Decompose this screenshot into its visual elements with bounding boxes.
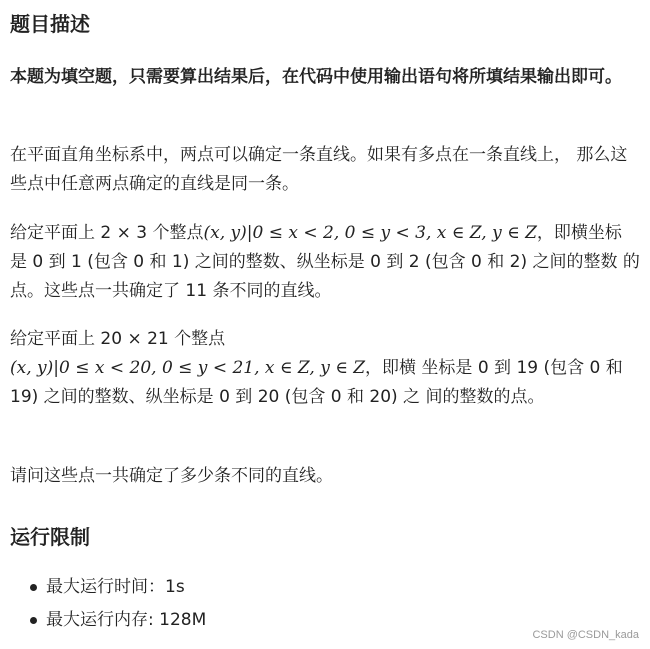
section-title-limits: 运行限制 [10, 525, 90, 549]
limits-list [10, 571, 206, 637]
bullet-dot-icon [30, 617, 37, 624]
example-2x3-suffix: ，即横坐标 是 0 到 1 (包含 0 和 1) 之间的整数、纵坐标是 0 到 2 (包含 0 和 2) 之间的整数 的点。这些点一共确定了 11 条不同的直线。 [10, 223, 640, 301]
limit-memory: 最大运行内存: 128M [46, 610, 207, 630]
limit-time: 最大运行时间：1s [46, 577, 185, 597]
task-20x21-set-notation: (x, y)|0 ≤ x < 20, 0 ≤ y < 21, x ∈ Z, y ∈ Z [10, 358, 366, 378]
watermark: CSDN @CSDN_kada [532, 629, 639, 641]
task-20x21-suffix: ，即横 坐标是 0 到 19 (包含 0 和 19) 之间的整数、纵坐标是 0 到 20 (包含 0 和 20) 之 间的整数的点。 [10, 358, 623, 407]
paragraph-question: 请问这些点一共确定了多少条不同的直线。 [10, 466, 333, 486]
list-item [10, 571, 206, 604]
paragraph-example-2x3 [10, 219, 640, 306]
list-item [10, 604, 206, 637]
task-20x21-prefix: 给定平面上 20 × 21 个整点 [10, 329, 226, 349]
example-2x3-set-notation: (x, y)|0 ≤ x < 2, 0 ≤ y < 3, x ∈ Z, y ∈ Z [203, 223, 537, 243]
example-2x3-prefix: 给定平面上 2 × 3 个整点 [10, 223, 204, 243]
section-title-description: 题目描述 [10, 12, 90, 36]
paragraph-line-definition: 在平面直角坐标系中，两点可以确定一条直线。如果有多点在一条直线上， 那么这些点中任意两点确定的直线是同一条。 [10, 145, 628, 194]
paragraph-task-20x21 [10, 325, 640, 412]
bullet-dot-icon [30, 584, 37, 591]
fill-in-notice: 本题为填空题，只需要算出结果后，在代码中使用输出语句将所填结果输出即可。 [10, 67, 622, 87]
